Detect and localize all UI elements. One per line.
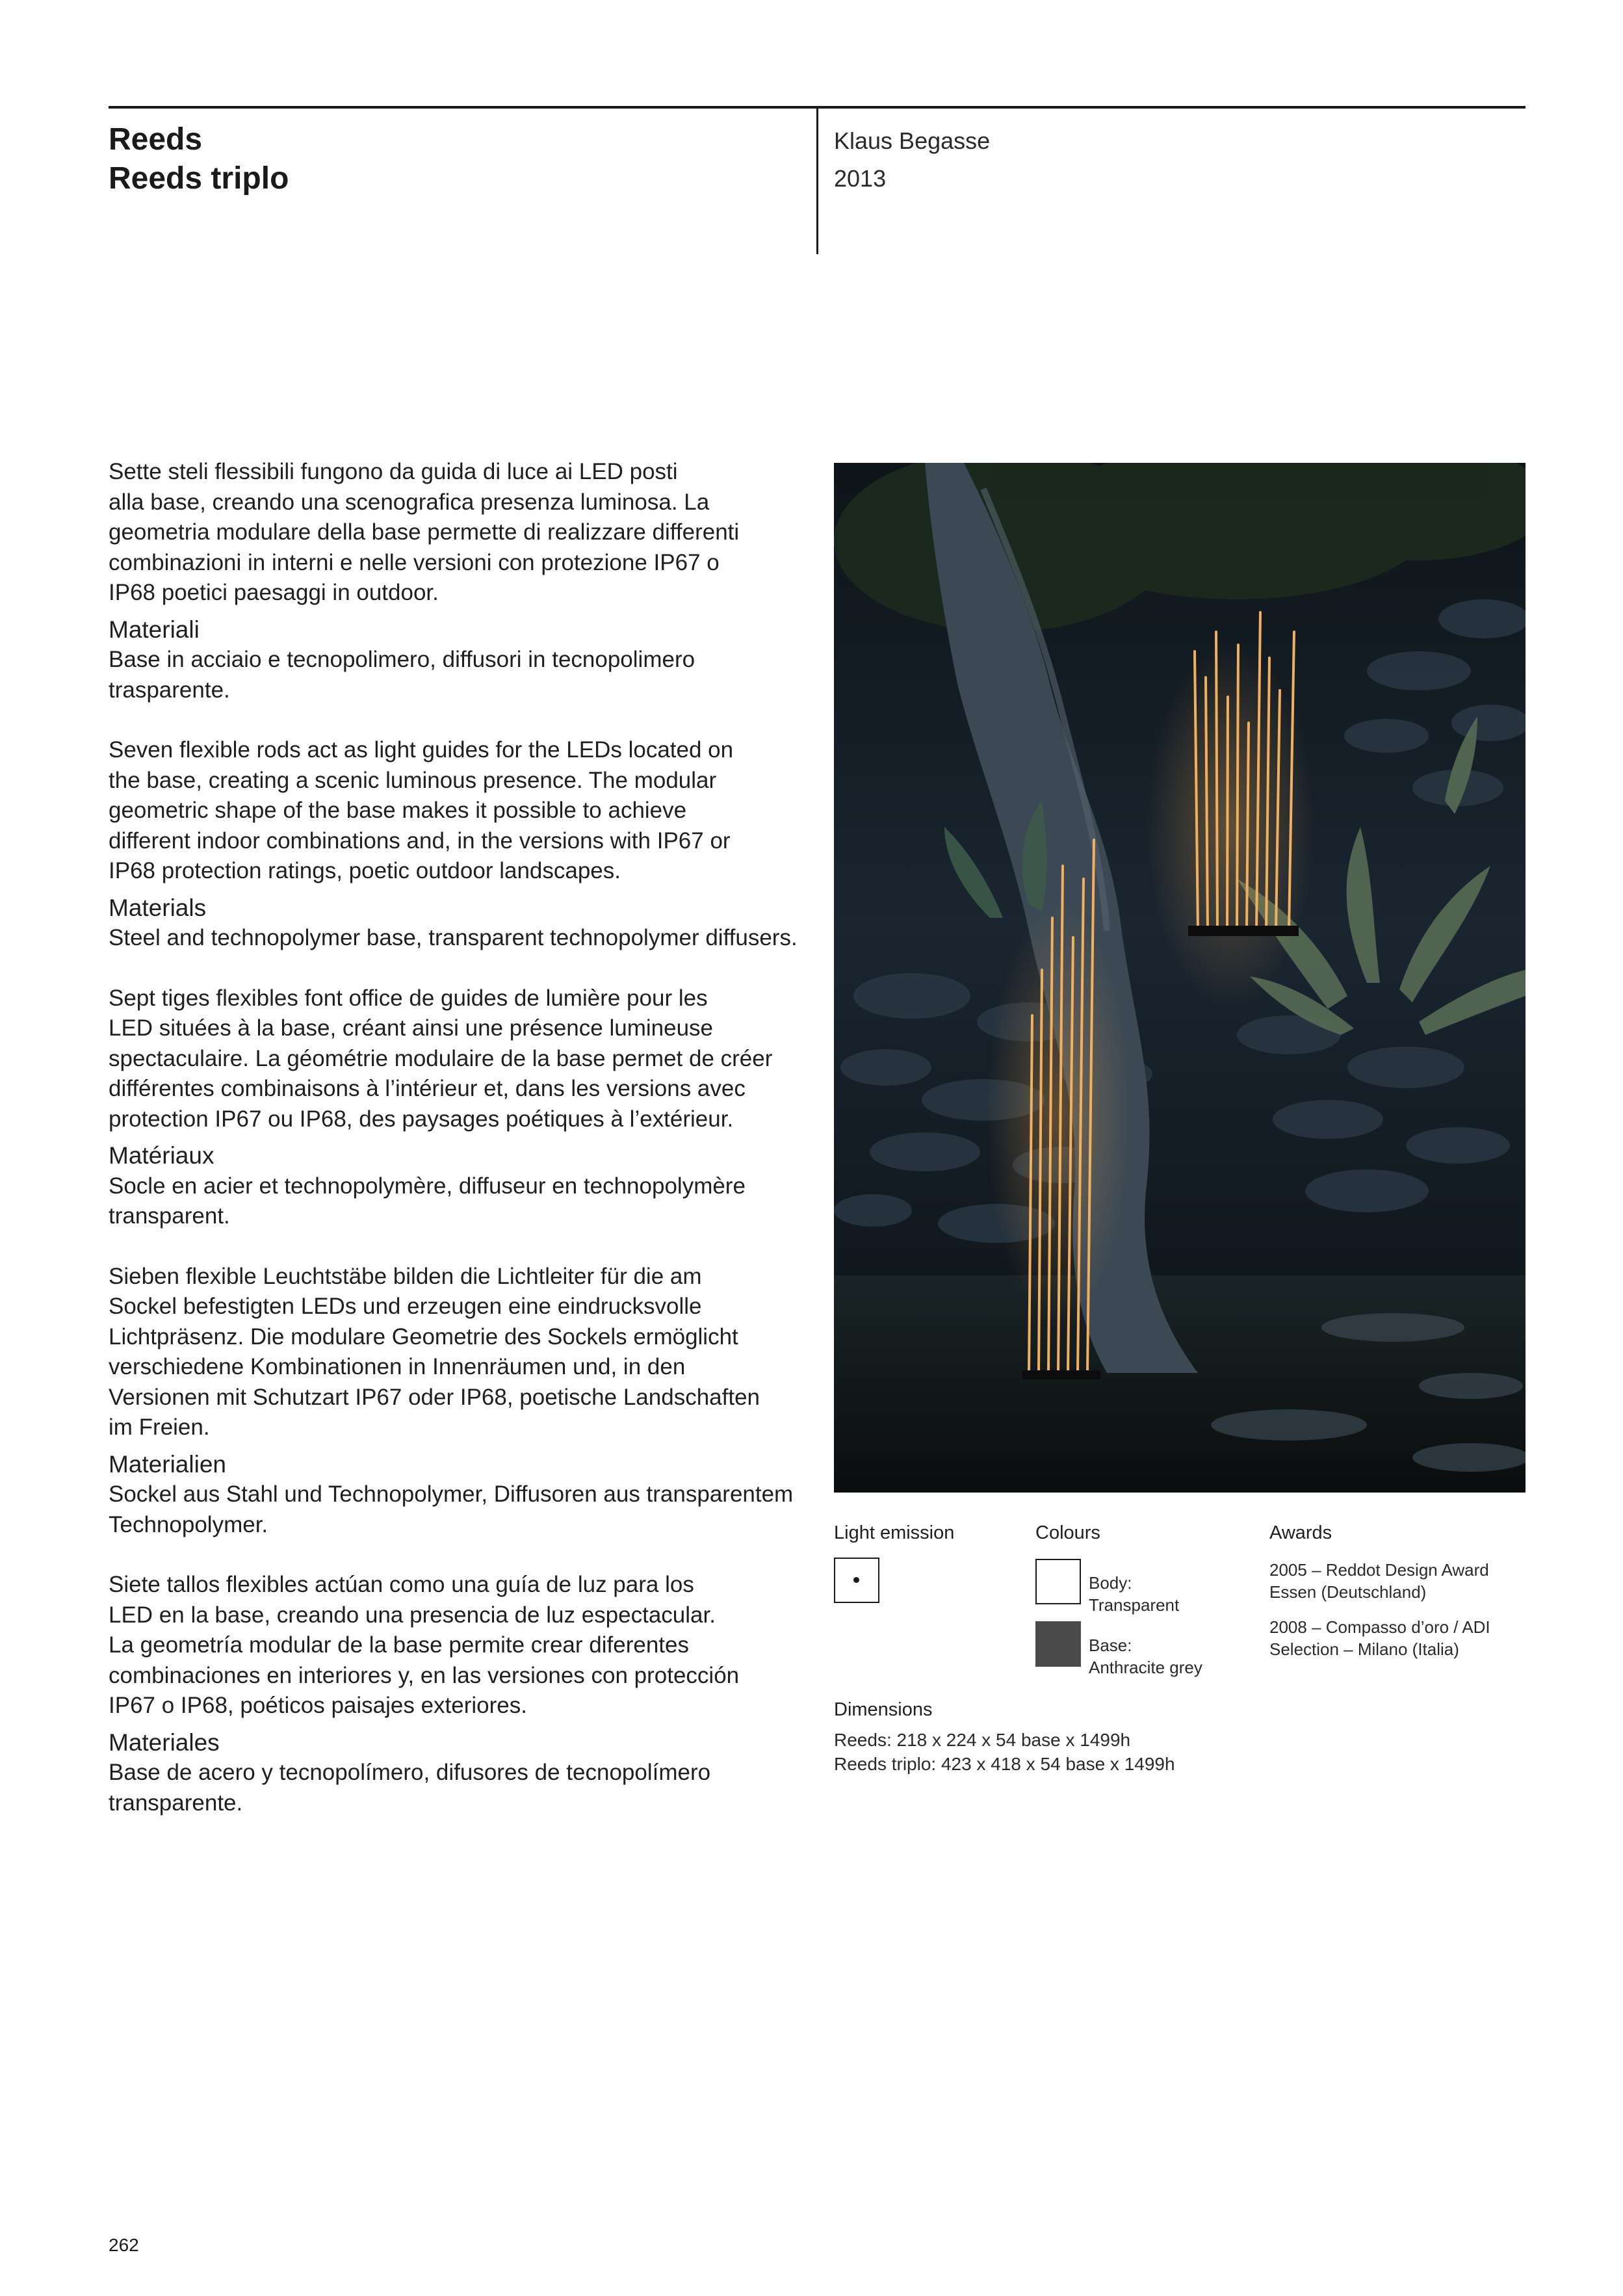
body-colour-label: Body: <box>1089 1573 1132 1593</box>
desc-line: Lichtpräsenz. Die modulare Geometrie des Sockels ermöglicht <box>109 1324 738 1350</box>
base-colour-text <box>1089 1634 1202 1678</box>
page-number: 262 <box>109 2235 139 2255</box>
description-es <box>109 1570 817 1818</box>
product-meta <box>834 122 990 198</box>
desc-line: im Freien. <box>109 1415 210 1440</box>
desc-line: verschiedene Kombinationen in Innenräumen und, in den <box>109 1354 686 1379</box>
description-it <box>109 457 817 705</box>
materials-line: Technopolymer. <box>109 1511 268 1537</box>
desc-line: different indoor combinations and, in the versions with IP67 or <box>109 828 731 854</box>
dimension-line: Reeds: 218 x 224 x 54 base x 1499h <box>834 1730 1131 1750</box>
materials-line: Sockel aus Stahl und Technopolymer, Diffusoren aus transparentem <box>109 1481 794 1507</box>
product-variant-name: Reeds triplo <box>109 161 289 196</box>
description-de <box>109 1262 817 1541</box>
dimensions-label: Dimensions <box>834 1699 933 1720</box>
desc-line: La geometría modular de la base permite crear diferentes <box>109 1632 689 1658</box>
light-emission-icon <box>834 1558 879 1603</box>
desc-line: IP67 o IP68, poéticos paisajes exteriores. <box>109 1693 527 1718</box>
desc-line: LED en la base, creando una presencia de luz espectacular. <box>109 1602 716 1628</box>
product-title <box>109 120 289 198</box>
desc-line: geometric shape of the base makes it possible to achieve <box>109 798 687 823</box>
desc-line: protection IP67 ou IP68, des paysages poétiques à l’extérieur. <box>109 1106 734 1132</box>
colours-label: Colours <box>1035 1522 1100 1543</box>
body-colour-swatch <box>1035 1559 1081 1604</box>
desc-line: Siete tallos flexibles actúan como una guía de luz para los <box>109 1572 694 1597</box>
award-item <box>1269 1616 1490 1660</box>
base-colour-label: Base: <box>1089 1636 1132 1655</box>
light-emission-label: Light emission <box>834 1522 955 1543</box>
base-colour-value: Anthracite grey <box>1089 1658 1202 1677</box>
materials-line: Base de acero y tecnopolímero, difusores de tecnopolímero <box>109 1760 711 1785</box>
dimensions-list <box>834 1728 1175 1776</box>
materials-heading: Materiali <box>109 616 200 643</box>
product-photo <box>834 463 1526 1493</box>
desc-line: LED situées à la base, créant ainsi une présence lumineuse <box>109 1015 713 1041</box>
night-garden-scene-image <box>834 463 1526 1493</box>
award-line: Essen (Deutschland) <box>1269 1582 1427 1602</box>
body-colour-value: Transparent <box>1089 1595 1180 1615</box>
dimension-line: Reeds triplo: 423 x 418 x 54 base x 1499h <box>834 1754 1175 1774</box>
desc-line: Sieben flexible Leuchtstäbe bilden die Lichtleiter für die am <box>109 1263 702 1289</box>
description-column <box>109 457 817 1848</box>
desc-line: spectaculaire. La géométrie modulaire de la base permet de créer <box>109 1045 773 1071</box>
design-year: 2013 <box>834 165 887 192</box>
materials-line: trasparente. <box>109 677 230 703</box>
header-divider <box>816 106 818 254</box>
body-colour-text <box>1089 1572 1179 1616</box>
description-fr <box>109 984 817 1232</box>
award-item <box>1269 1559 1489 1603</box>
base-colour-swatch <box>1035 1621 1081 1667</box>
materials-heading: Materialien <box>109 1450 226 1478</box>
desc-line: différentes combinaisons à l’intérieur et, dans les versions avec <box>109 1076 746 1101</box>
materials-line: transparente. <box>109 1790 243 1816</box>
desc-line: alla base, creando una scenografica presenza luminosa. La <box>109 489 710 515</box>
dot-icon <box>853 1577 859 1583</box>
award-line: Selection – Milano (Italia) <box>1269 1639 1459 1659</box>
product-name: Reeds <box>109 122 203 157</box>
materials-line: transparent. <box>109 1203 230 1229</box>
desc-line: the base, creating a scenic luminous presence. The modular <box>109 767 717 793</box>
description-en <box>109 735 817 954</box>
desc-line: Sockel befestigten LEDs und erzeugen eine eindrucksvolle <box>109 1294 702 1319</box>
materials-heading: Matériaux <box>109 1142 214 1169</box>
award-line: 2008 – Compasso d’oro / ADI <box>1269 1617 1490 1637</box>
materials-heading: Materiales <box>109 1729 220 1756</box>
desc-line: Sept tiges flexibles font office de guides de lumière pour les <box>109 985 708 1011</box>
materials-line: Steel and technopolymer base, transparent technopolymer diffusers. <box>109 925 798 950</box>
materials-line: Socle en acier et technopolymère, diffuseur en technopolymère <box>109 1173 746 1199</box>
materials-heading: Materials <box>109 894 207 921</box>
desc-line: combinazioni in interni e nelle versioni con protezione IP67 o <box>109 549 720 575</box>
desc-line: IP68 protection ratings, poetic outdoor landscapes. <box>109 858 621 883</box>
desc-line: Versionen mit Schutzart IP67 oder IP68, poetische Landschaften <box>109 1384 760 1410</box>
designer-name: Klaus Begasse <box>834 127 991 154</box>
desc-line: IP68 poetici paesaggi in outdoor. <box>109 580 439 605</box>
awards-label: Awards <box>1269 1522 1332 1543</box>
materials-line: Base in acciaio e tecnopolimero, diffusori in tecnopolimero <box>109 647 695 672</box>
desc-line: combinaciones en interiores y, en las versiones con protección <box>109 1662 740 1688</box>
desc-line: Seven flexible rods act as light guides for the LEDs located on <box>109 737 734 763</box>
award-line: 2005 – Reddot Design Award <box>1269 1560 1489 1580</box>
desc-line: Sette steli flessibili fungono da guida di luce ai LED posti <box>109 459 678 484</box>
desc-line: geometria modulare della base permette di realizzare differenti <box>109 519 740 545</box>
